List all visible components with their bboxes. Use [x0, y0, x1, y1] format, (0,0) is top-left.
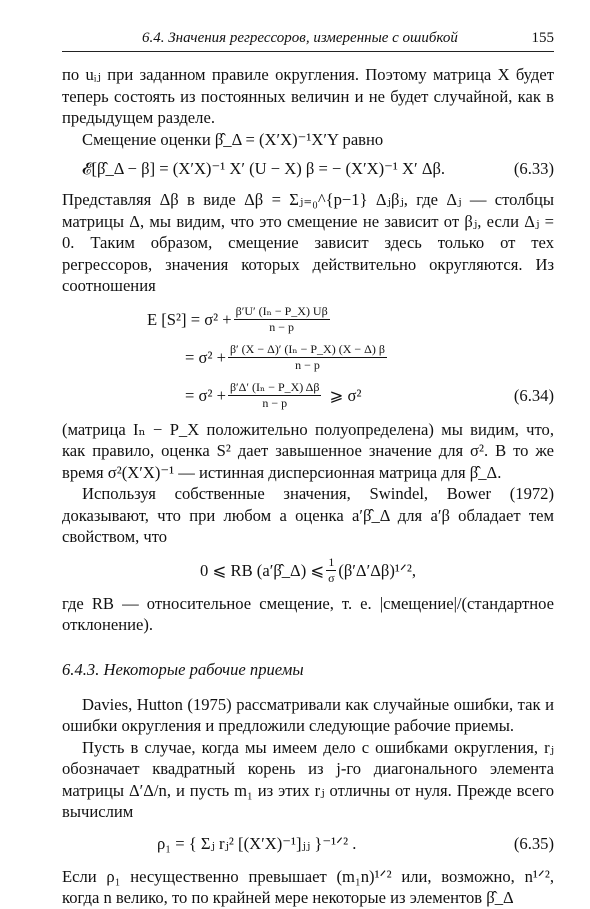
paragraph-3: Представляя Δβ в виде Δβ = Σⱼ₌₀^{p−1} Δⱼβⱼ, где Δⱼ — столбцы матрицы Δ, мы видим, что это смещение не зависит от βⱼ, если Δⱼ = 0. Таким образом, смещение зависит здесь только от тех регрессоров, значения которых действительно округляются. Из соотношения	[62, 190, 554, 295]
ineq-left: 0 ⩽ RB (a′β̂_Δ) ⩽	[200, 560, 325, 580]
paragraph-7: Davies, Hutton (1975) рассматривали как случайные ошибки, так и ошибки округления и предложили следующие рабочие приемы.	[62, 694, 554, 735]
denominator: n − p	[295, 358, 320, 372]
eq-line-2	[185, 339, 554, 377]
paragraph-2: Смещение оценки β̂_Δ = (X′X)⁻¹X′Y равно	[82, 129, 384, 149]
page-number: 155	[531, 30, 554, 46]
numerator: β′ (X − Δ)′ (Iₙ − P_X) (X − Δ) β	[229, 342, 385, 356]
numerator: 1	[328, 554, 335, 569]
eq-line-3	[185, 377, 554, 415]
equation-6-35	[62, 833, 554, 854]
fraction	[326, 556, 336, 585]
eq-line-3-right: ⩾ σ²	[329, 386, 362, 405]
eq-line-2-left: = σ² +	[185, 348, 226, 367]
paragraph-5: Используя собственные значения, Swindel, Bower (1972) доказывают, что при любом a оценка a′β̂_Δ для a′β обладает тем свойством, что	[62, 484, 554, 546]
inequality-rb	[62, 556, 554, 585]
denominator: n − p	[269, 320, 295, 334]
paragraph-6: где RB — относительное смещение, т. е. |смещение|/(стандартное отклонение).	[62, 593, 554, 634]
denominator: σ	[328, 570, 335, 585]
paragraph-1: по uᵢⱼ при заданном правиле округления. Поэтому матрица X будет теперь состоять из постоянных величин и не будет случайной, как в предыдущем разделе.	[62, 65, 554, 127]
numerator: β′Δ′ (Iₙ − P_X) Δβ	[229, 380, 320, 394]
fraction	[228, 381, 322, 410]
paragraph-9: Если ρ₁ несущественно превышает (m₁n)¹ᐟ² или, возможно, n¹ᐟ², когда n велико, то по крайней мере некоторые из элементов β̂_Δ	[62, 866, 554, 907]
book-page	[62, 30, 554, 909]
fraction	[234, 305, 330, 334]
equation-number: (6.33)	[513, 159, 554, 178]
equation-number: (6.34)	[513, 385, 554, 405]
eq-line-1	[147, 301, 554, 339]
fraction	[228, 343, 387, 372]
ineq-right: (β′Δ′Δβ)¹ᐟ²,	[338, 560, 416, 580]
equation-number: (6.35)	[513, 833, 554, 853]
paragraph-4: (матрица Iₙ − P_X положительно полуопределена) мы видим, что, как правило, оценка S² дает завышенное значение для σ². В то же время σ²(X′X)⁻¹ — истинная дисперсионная матрица для β̂_Δ.	[62, 419, 554, 482]
section-title: 6.4. Значения регрессоров, измеренные с ошибкой	[142, 30, 458, 46]
eq-line-1-left: E [S²] = σ² +	[147, 310, 232, 329]
denominator: n − p	[262, 396, 288, 410]
eq-line-3-left: = σ² +	[185, 386, 226, 405]
paragraph-8: Пусть в случае, когда мы имеем дело с ошибками округления, rⱼ обозначает квадратный корень из j-го диагонального элемента матрицы Δ′Δ/n, и пусть m₁ из этих rⱼ отличны от нуля. Прежде всего вычислим	[62, 737, 554, 821]
section-heading: 6.4.3. Некоторые рабочие приемы	[62, 659, 304, 679]
numerator: β′U′ (Iₙ − P_X) Uβ	[235, 304, 328, 318]
equation-6-33	[62, 158, 554, 179]
running-header	[62, 30, 554, 52]
equation-body: 𝓔[β̂_Δ − β] = (X′X)⁻¹ X′ (U − X) β = − (X′X)⁻¹ X′ Δβ.	[82, 159, 446, 178]
equation-body: ρ₁ = { Σⱼ rⱼ² [(X′X)⁻¹]ⱼⱼ }⁻¹ᐟ² .	[157, 833, 357, 853]
equation-6-34	[62, 301, 554, 415]
